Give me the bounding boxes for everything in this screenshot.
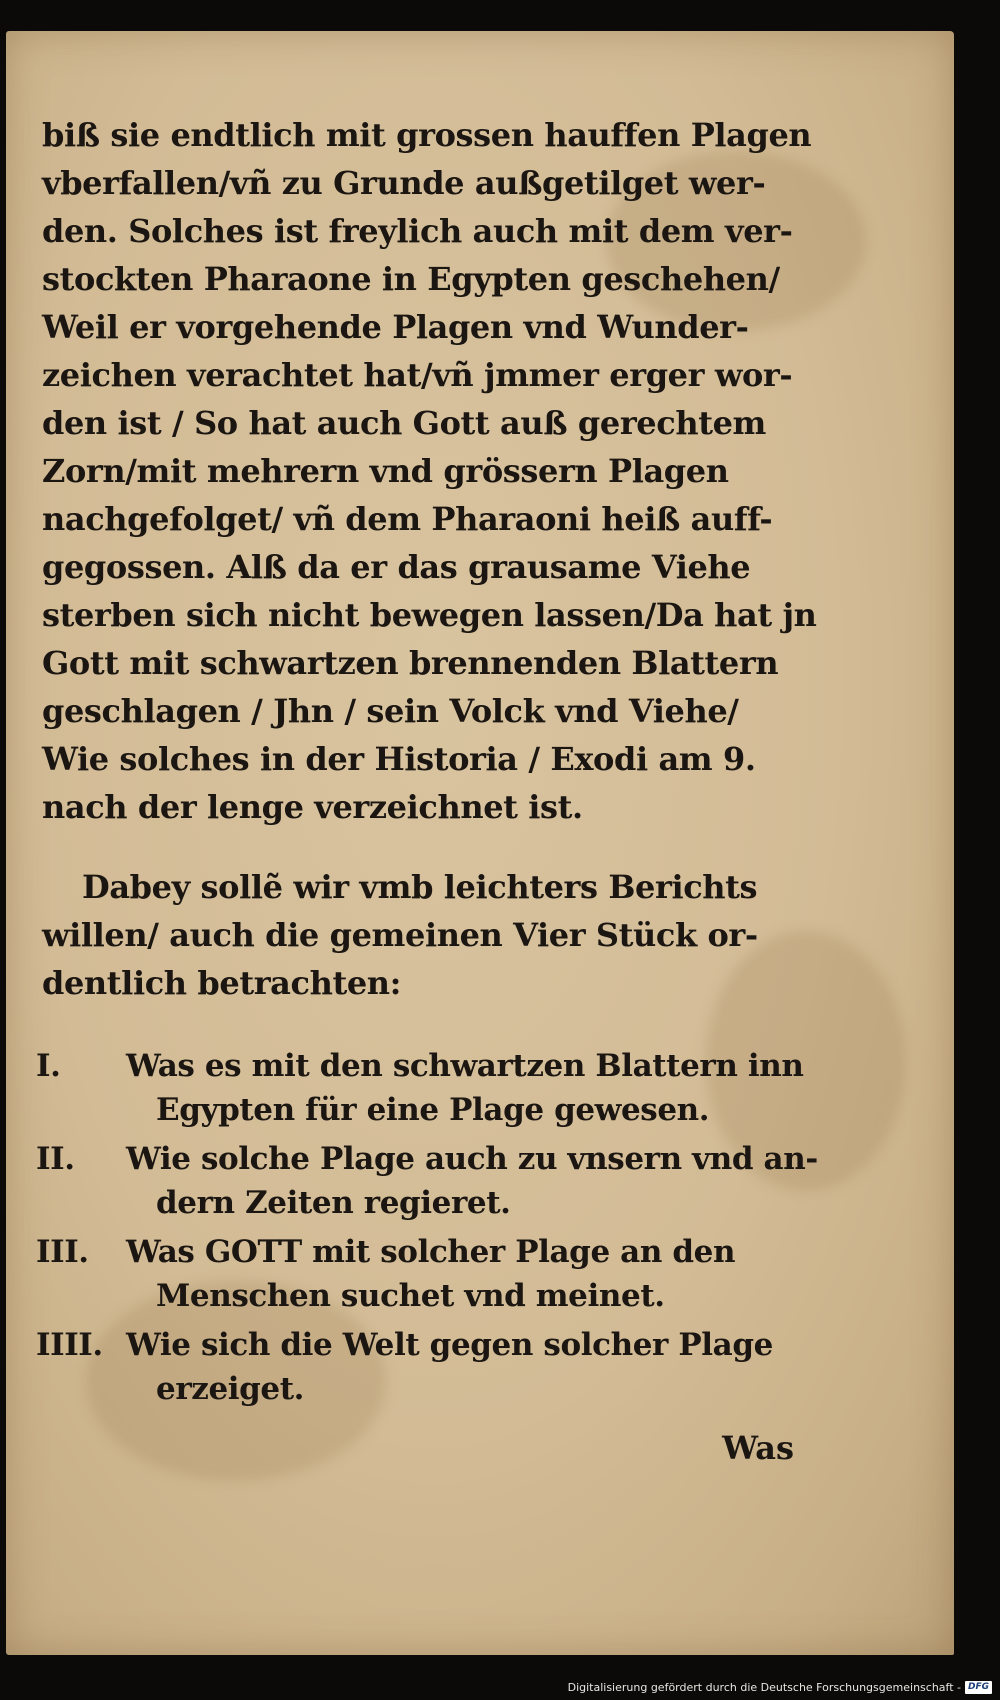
list-item xyxy=(36,1137,816,1225)
list-item-continuation: Egypten für eine Plage gewesen. xyxy=(156,1092,710,1128)
text-line: den ist / So hat auch Gott auß gerechtem xyxy=(42,404,767,442)
text-line: willen/ auch die gemeinen Vier Stück or- xyxy=(42,916,758,954)
text-line: stockten Pharaone in Egypten geschehen/ xyxy=(42,260,780,298)
text-line: zeichen verachtet hat/vñ jmmer erger wor- xyxy=(42,356,793,394)
text-line: Gott mit schwartzen brennenden Blattern xyxy=(42,644,779,682)
list-item-text: Wie solche Plage auch zu vnsern vnd an- xyxy=(126,1141,818,1177)
text-line: Dabey sollẽ wir vmb leichters Berichts xyxy=(82,868,758,906)
roman-numeral: IIII. xyxy=(36,1327,103,1363)
text-line: dentlich betrachten: xyxy=(42,964,402,1002)
paragraph-two xyxy=(42,863,802,1007)
text-line: Weil er vorgehende Plagen vnd Wunder- xyxy=(42,308,749,346)
text-line: Wie solches in der Historia / Exodi am 9. xyxy=(42,740,756,778)
credit-text: Digitalisierung gefördert durch die Deutsche Forschungsgemeinschaft - xyxy=(567,1681,961,1694)
text-line: Zorn/mit mehrern vnd grössern Plagen xyxy=(42,452,729,490)
catchword: Was xyxy=(722,1429,794,1467)
book-page xyxy=(6,31,954,1655)
list-item-text: Was es mit den schwartzen Blattern inn xyxy=(126,1048,804,1084)
list-item-continuation: Menschen suchet vnd meinet. xyxy=(156,1278,665,1314)
text-line: biß sie endtlich mit grossen hauffen Plagen xyxy=(42,116,812,154)
dfg-logo: DFG xyxy=(965,1681,992,1694)
text-line: geschlagen / Jhn / sein Volck vnd Viehe/ xyxy=(42,692,739,730)
list-item-continuation: dern Zeiten regieret. xyxy=(156,1185,511,1221)
roman-numeral: II. xyxy=(36,1141,75,1177)
roman-numeral: I. xyxy=(36,1048,61,1084)
list-item-text: Wie sich die Welt gegen solcher Plage xyxy=(126,1327,773,1363)
text-line: gegossen. Alß da er das grausame Viehe xyxy=(42,548,751,586)
list-item xyxy=(36,1230,816,1318)
paragraph-one xyxy=(42,111,817,831)
text-line: nach der lenge verzeichnet ist. xyxy=(42,788,583,826)
text-line: vberfallen/vñ zu Grunde außgetilget wer- xyxy=(42,164,766,202)
list-item xyxy=(36,1323,816,1411)
list-item-text: Was GOTT mit solcher Plage an den xyxy=(126,1234,736,1270)
text-line: den. Solches ist freylich auch mit dem ver- xyxy=(42,212,793,250)
roman-numeral: III. xyxy=(36,1234,89,1270)
text-line: nachgefolget/ vñ dem Pharaoni heiß auff- xyxy=(42,500,773,538)
text-line: sterben sich nicht bewegen lassen/Da hat jn xyxy=(42,596,817,634)
digitization-credit xyxy=(568,1681,992,1694)
list-item-continuation: erzeiget. xyxy=(156,1371,305,1407)
list-item xyxy=(36,1044,816,1132)
numbered-list xyxy=(36,1044,816,1416)
